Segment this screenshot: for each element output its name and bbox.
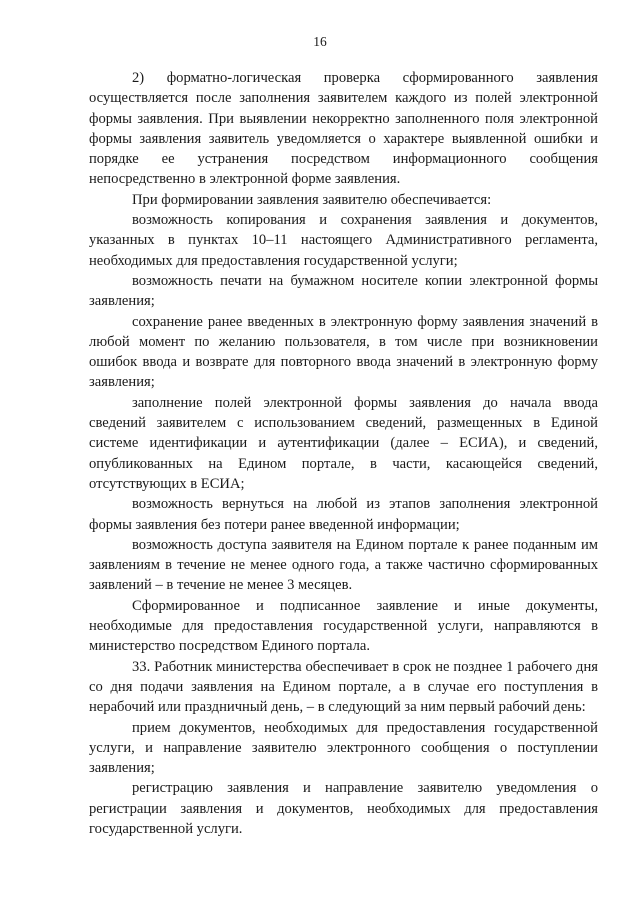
paragraph-save-values: сохранение ранее введенных в электронную форму заявления значений в любой момент по желанию пользователя, в том числе при возникновении ошибок ввода и возврате для повторного ввода значений в электронную форму заявления;: [89, 313, 598, 391]
paragraph-registration: регистрацию заявления и направление заявителю уведомления о регистрации заявления и документов, необходимых для предоставления государственной услуги.: [89, 780, 598, 837]
paragraph-copy-save: возможность копирования и сохранения заявления и документов, указанных в пунктах 10–11 настоящего Административного регламента, необходимых для предоставления государственной услуги;: [89, 212, 598, 269]
paragraph-format-check: 2) форматно-логическая проверка сформированного заявления осуществляется после заполнения заявителем каждого из полей электронной формы заявления. При выявлении некорректно заполненного поля электронной формы заявления заявитель уведомляется о характере выявленной ошибки и порядке ее устранения посредством информационного сообщения непосредственно в электронной форме заявления.: [89, 70, 598, 188]
paragraph-receipt: прием документов, необходимых для предоставления государственной услуги, и направление заявителю электронного сообщения о поступлении заявления;: [89, 719, 598, 777]
page-number: 16: [313, 34, 327, 49]
paragraph-autofill: заполнение полей электронной формы заявления до начала ввода сведений заявителем с использованием сведений, размещенных в Единой системе идентификации и аутентификации (далее – ЕСИА), и сведений, опубликованных на Едином портале, в части, касающейся сведений, отсутствующих в ЕСИА;: [89, 394, 598, 492]
paragraph-provided-intro: При формировании заявления заявителю обеспечивается:: [132, 191, 492, 208]
paragraph-print: возможность печати на бумажном носителе копии электронной формы заявления;: [89, 272, 598, 310]
paragraph-return-step: возможность вернуться на любой из этапов заполнения электронной формы заявления без потери ранее введенной информации;: [89, 496, 598, 533]
document-body: [89, 68, 598, 839]
paragraph-submission: Сформированное и подписанное заявление и иные документы, необходимые для предоставления государственной услуги, направляются в министерство посредством Единого портала.: [89, 597, 598, 655]
paragraph-item-33: 33. Работник министерства обеспечивает в срок не позднее 1 рабочего дня со дня подачи заявления на Едином портале, а в случае его поступления в нерабочий или праздничный день, – в следующий за ним первый рабочий день:: [89, 658, 598, 716]
paragraph-access-history: возможность доступа заявителя на Едином портале к ранее поданным им заявлениям в течение не менее одного года, а также частично сформированных заявлений – в течение не менее 3 месяцев.: [89, 536, 598, 594]
